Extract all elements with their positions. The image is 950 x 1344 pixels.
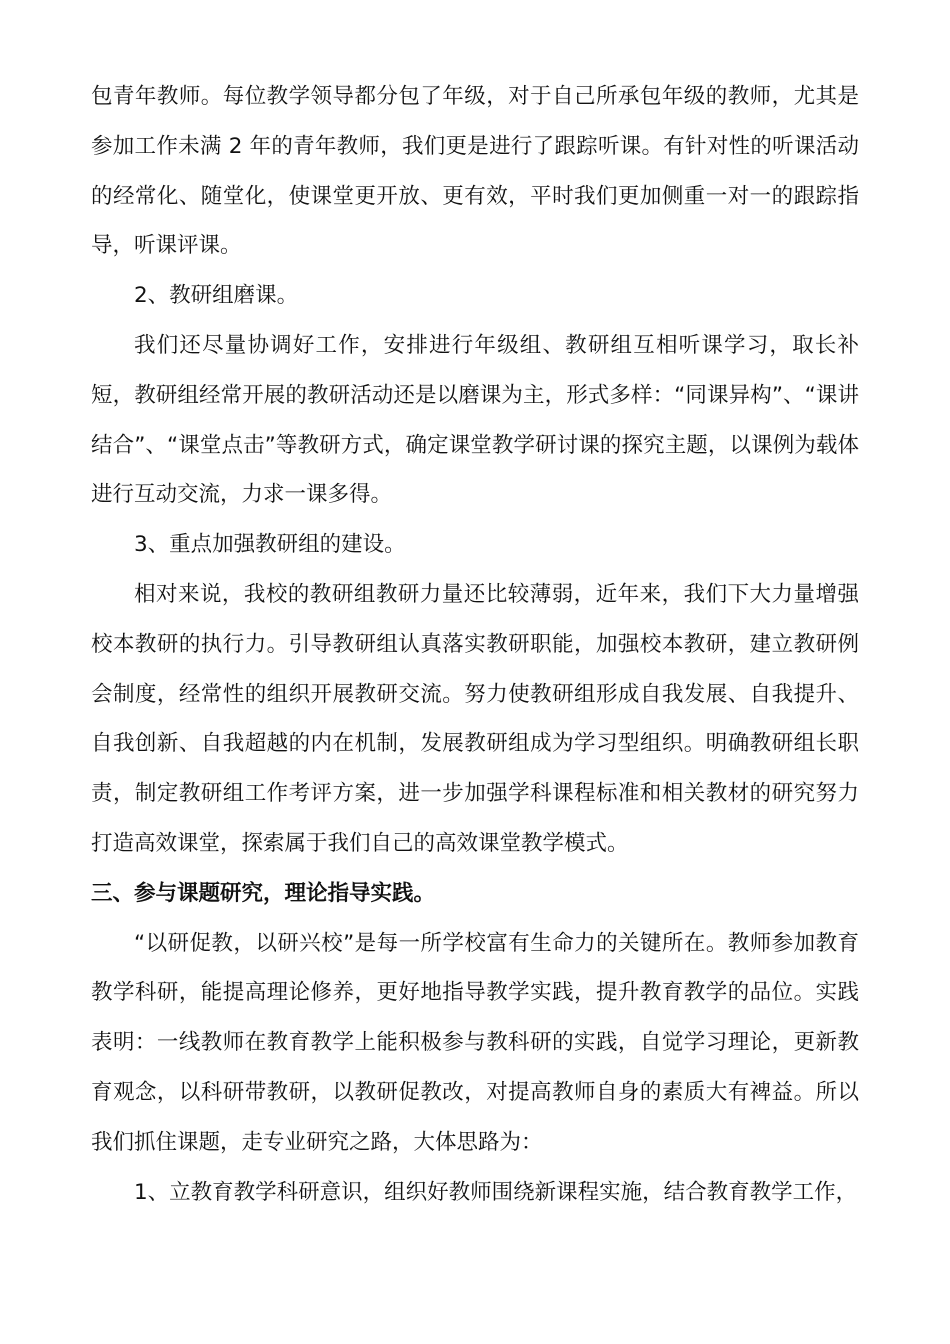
paragraph-research-point-1: 1、立教育教学科研意识，组织好教师围绕新课程实施，结合教育教学工作， xyxy=(134,1179,858,1205)
paragraph-lesson-polishing: 我们还尽量协调好工作，安排进行年级组、教研组互相听课学习，取长补短，教研组经常开展的教研活动还是以磨课为主，形式多样：“同课异构”、“课讲结合”、“课堂点击”等教研方式，确定课堂教学研讨课的探究主题，以课例为载体进行互动交流，力求一课多得。 xyxy=(91,332,859,508)
paragraph-research: “以研促教，以研兴校”是每一所学校富有生命力的关键所在。教师参加教育教学科研，能提高理论修养，更好地指导教学实践，提升教育教学的品位。实践表明：一线教师在教育教学上能积极参与教科研的实践，自觉学习理论，更新教育观念，以科研带教研，以教研促教改，对提高教师自身的素质大有裨益。所以我们抓住课题，走专业研究之路，大体思路为： xyxy=(91,930,859,1155)
paragraph-continuation: 包青年教师。每位教学领导都分包了年级，对于自己所承包年级的教师，尤其是参加工作未满 2 年的青年教师，我们更是进行了跟踪听课。有针对性的听课活动的经常化、随堂化，使课堂更开放、更有效，平时我们更加侧重一对一的跟踪指导，听课评课。 xyxy=(91,84,859,259)
paragraph-group-building: 相对来说，我校的教研组教研力量还比较薄弱，近年来，我们下大力量增强校本教研的执行力。引导教研组认真落实教研职能，加强校本教研，建立教研例会制度，经常性的组织开展教研交流。努力使教研组形成自我发展、自我提升、自我创新、自我超越的内在机制，发展教研组成为学习型组织。明确教研组长职责，制定教研组工作考评方案，进一步加强学科课程标准和相关教材的研究努力打造高效课堂，探索属于我们自己的高效课堂教学模式。 xyxy=(91,581,859,856)
section-heading-research: 三、参与课题研究，理论指导实践。 xyxy=(91,880,436,906)
document-body xyxy=(91,72,859,1217)
subheading-group-building: 3、重点加强教研组的建设。 xyxy=(134,532,406,558)
subheading-lesson-polishing: 2、教研组磨课。 xyxy=(134,283,299,309)
